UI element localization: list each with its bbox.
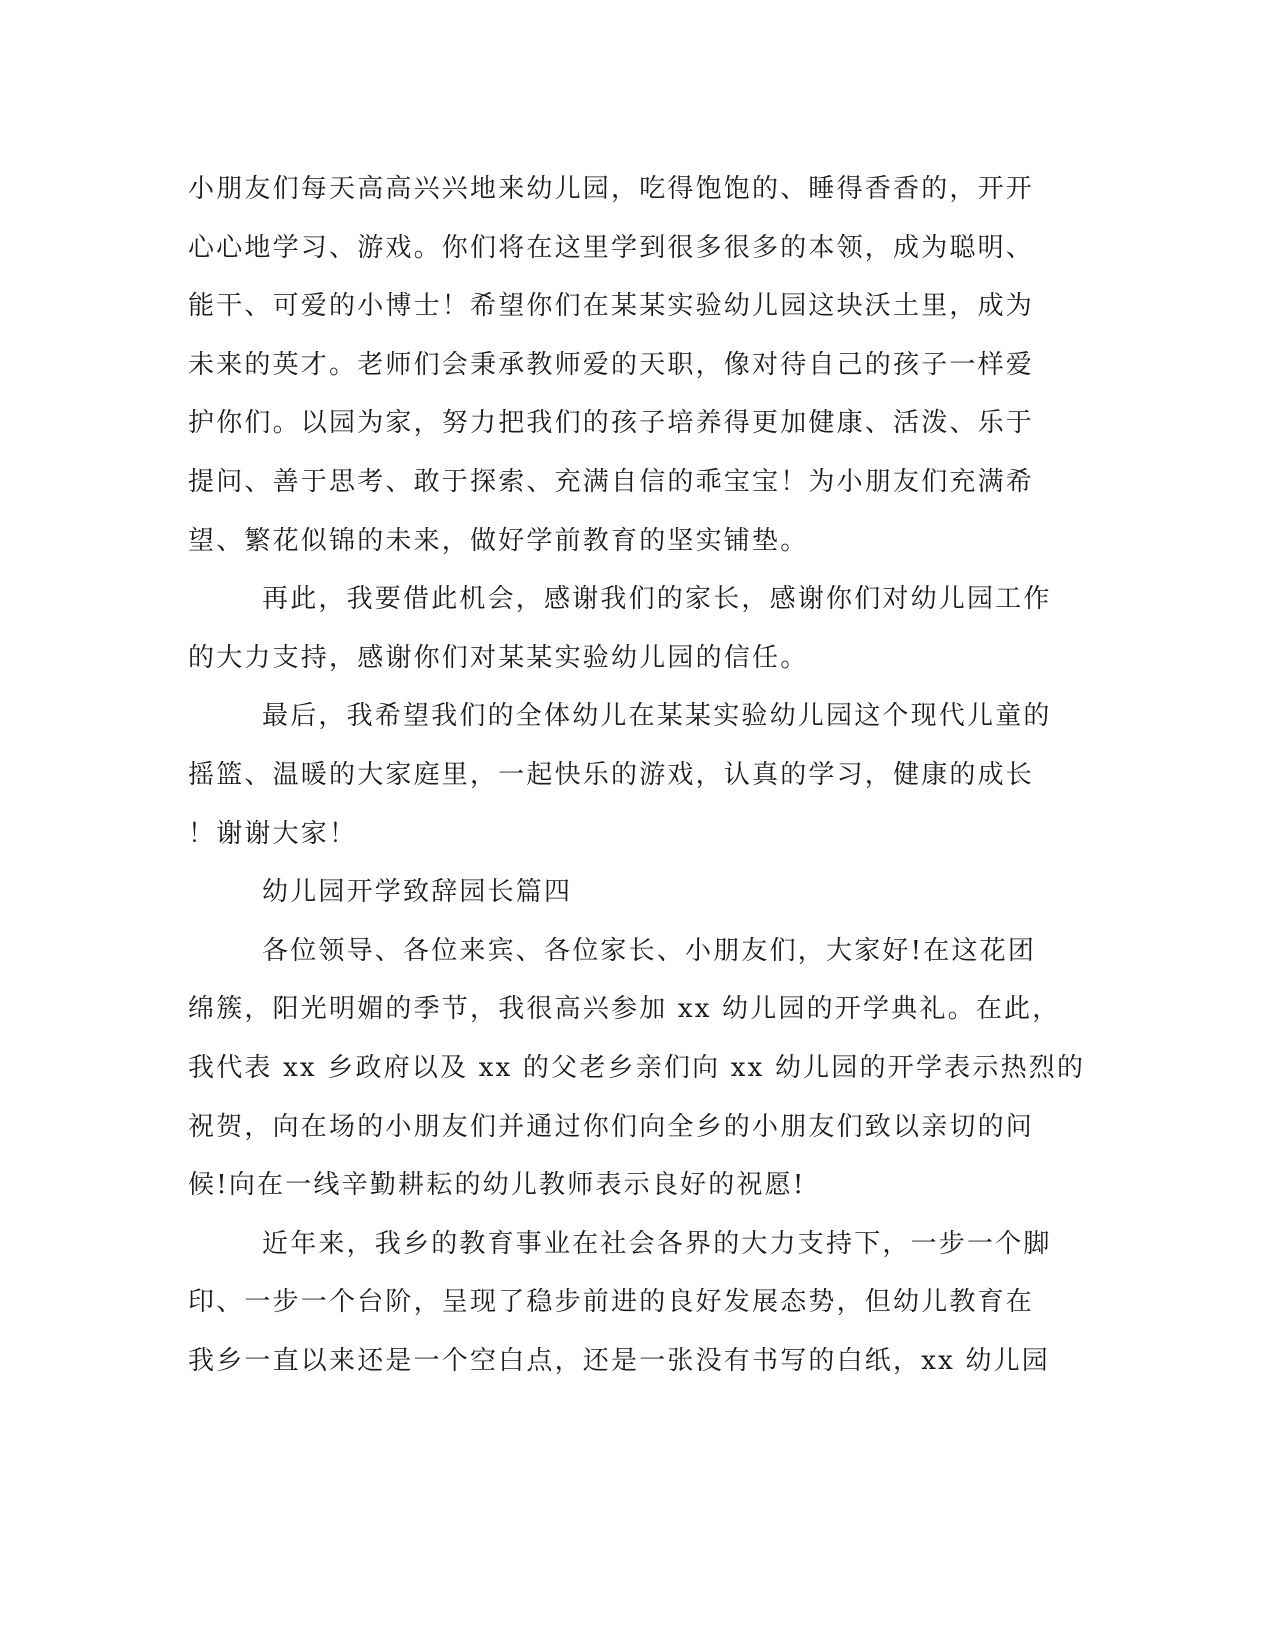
text-line: ！谢谢大家！ [188, 818, 358, 849]
text-line: 心心地学习、游戏。你们将在这里学到很多很多的本领，成为聪明、 [188, 232, 1035, 263]
text-line: 未来的英才。老师们会秉承教师爱的天职，像对待自己的孩子一样爱 [188, 349, 1035, 380]
text-line: 祝贺，向在场的小朋友们并通过你们向全乡的小朋友们致以亲切的问 [188, 1111, 1035, 1142]
section-heading: 幼儿园开学致辞园长篇四 [262, 877, 573, 908]
paragraph-start-line: 最后，我希望我们的全体幼儿在某某实验幼儿园这个现代儿童的 [262, 701, 1052, 732]
paragraph-start-line: 各位领导、各位来宾、各位家长、小朋友们，大家好!在这花团 [262, 935, 1037, 966]
text-line: 绵簇，阳光明媚的季节，我很高兴参加 xx 幼儿园的开学典礼。在此， [188, 994, 1061, 1025]
text-line: 的大力支持，感谢你们对某某实验幼儿园的信任。 [188, 642, 809, 673]
text-line: 候!向在一线辛勤耕耘的幼儿教师表示良好的祝愿! [188, 1170, 806, 1201]
text-line: 提问、善于思考、敢于探索、充满自信的乖宝宝！为小朋友们充满希 [188, 466, 1035, 497]
text-line: 能干、可爱的小博士！希望你们在某某实验幼儿园这块沃土里，成为 [188, 291, 1035, 322]
document-body [188, 160, 1088, 1390]
paragraph-start-line: 近年来，我乡的教育事业在社会各界的大力支持下，一步一个脚 [262, 1228, 1052, 1259]
paragraph-start-line: 再此，我要借此机会，感谢我们的家长，感谢你们对幼儿园工作 [262, 584, 1052, 615]
text-line: 护你们。以园为家，努力把我们的孩子培养得更加健康、活泼、乐于 [188, 408, 1035, 439]
text-line: 摇篮、温暖的大家庭里，一起快乐的游戏，认真的学习，健康的成长 [188, 759, 1035, 790]
text-line: 印、一步一个台阶，呈现了稳步前进的良好发展态势，但幼儿教育在 [188, 1287, 1035, 1318]
text-line: 小朋友们每天高高兴兴地来幼儿园，吃得饱饱的、睡得香香的，开开 [188, 174, 1035, 204]
text-line: 我代表 xx 乡政府以及 xx 的父老乡亲们向 xx 幼儿园的开学表示热烈的 [188, 1052, 1086, 1083]
text-line: 我乡一直以来还是一个空白点，还是一张没有书写的白纸，xx 幼儿园 [188, 1345, 1050, 1376]
text-line: 望、繁花似锦的未来，做好学前教育的坚实铺垫。 [188, 525, 809, 556]
